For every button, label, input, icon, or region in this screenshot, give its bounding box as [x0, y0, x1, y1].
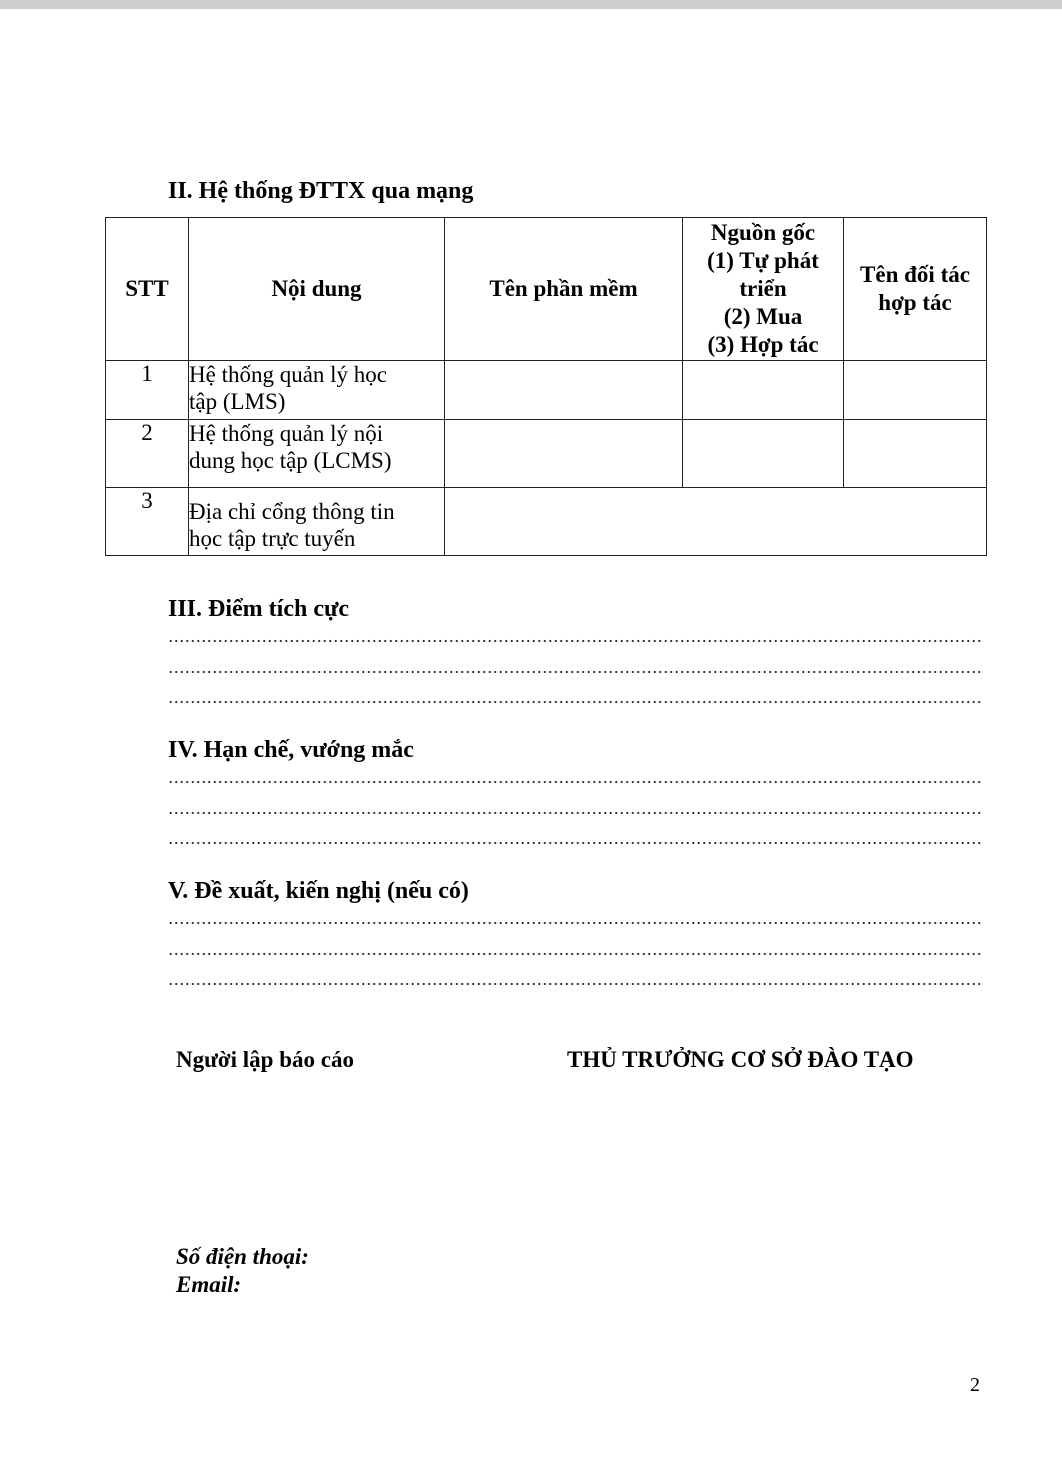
- systems-table: [105, 217, 987, 556]
- row-2-origin-cell: [683, 420, 844, 488]
- head-signature-label: THỦ TRƯỞNG CƠ SỞ ĐÀO TẠO: [567, 1047, 914, 1072]
- row-1-stt: 1: [106, 361, 189, 420]
- dotted-line: [168, 639, 982, 643]
- row-2-software-cell: [445, 420, 683, 488]
- row-3-stt: 3: [106, 488, 189, 556]
- row-1-partner-cell: [844, 361, 987, 420]
- dotted-line: [168, 780, 982, 784]
- table-header-row: [106, 218, 987, 361]
- header-software: Tên phần mềm: [445, 218, 683, 361]
- dotted-line: [168, 982, 982, 986]
- email-label: Email:: [176, 1272, 242, 1297]
- section-4-title: IV. Hạn chế, vướng mắc: [168, 737, 414, 763]
- section-2-title: II. Hệ thống ĐTTX qua mạng: [168, 178, 474, 204]
- table-row: [106, 420, 987, 488]
- phone-label: Số điện thoại:: [176, 1244, 309, 1269]
- section-5-title: V. Đề xuất, kiến nghị (nếu có): [168, 878, 469, 904]
- dotted-line: [168, 670, 982, 674]
- header-content: Nội dung: [189, 218, 445, 361]
- row-1-content: Hệ thống quản lý học tập (LMS): [189, 361, 445, 420]
- row-2-partner-cell: [844, 420, 987, 488]
- dotted-line: [168, 921, 982, 925]
- header-stt: STT: [106, 218, 189, 361]
- row-3-address-cell: [445, 488, 987, 556]
- row-2-stt: 2: [106, 420, 189, 488]
- section-3-title: III. Điểm tích cực: [168, 596, 350, 622]
- table-row: [106, 361, 987, 420]
- reporter-signature-label: Người lập báo cáo: [176, 1047, 354, 1072]
- table-row: [106, 488, 987, 556]
- row-1-origin-cell: [683, 361, 844, 420]
- dotted-line: [168, 952, 982, 956]
- dotted-line: [168, 811, 982, 815]
- page-number: 2: [970, 1374, 980, 1396]
- row-1-software-cell: [445, 361, 683, 420]
- row-2-content: Hệ thống quản lý nội dung học tập (LCMS): [189, 420, 445, 488]
- header-partner: Tên đối tác hợp tác: [844, 218, 987, 361]
- top-bar: [0, 0, 1062, 9]
- header-origin: Nguồn gốc (1) Tự phát triển (2) Mua (3) Hợp tác: [683, 218, 844, 361]
- dotted-line: [168, 700, 982, 704]
- dotted-line: [168, 841, 982, 845]
- row-3-content: Địa chỉ cổng thông tin học tập trực tuyến: [189, 488, 445, 556]
